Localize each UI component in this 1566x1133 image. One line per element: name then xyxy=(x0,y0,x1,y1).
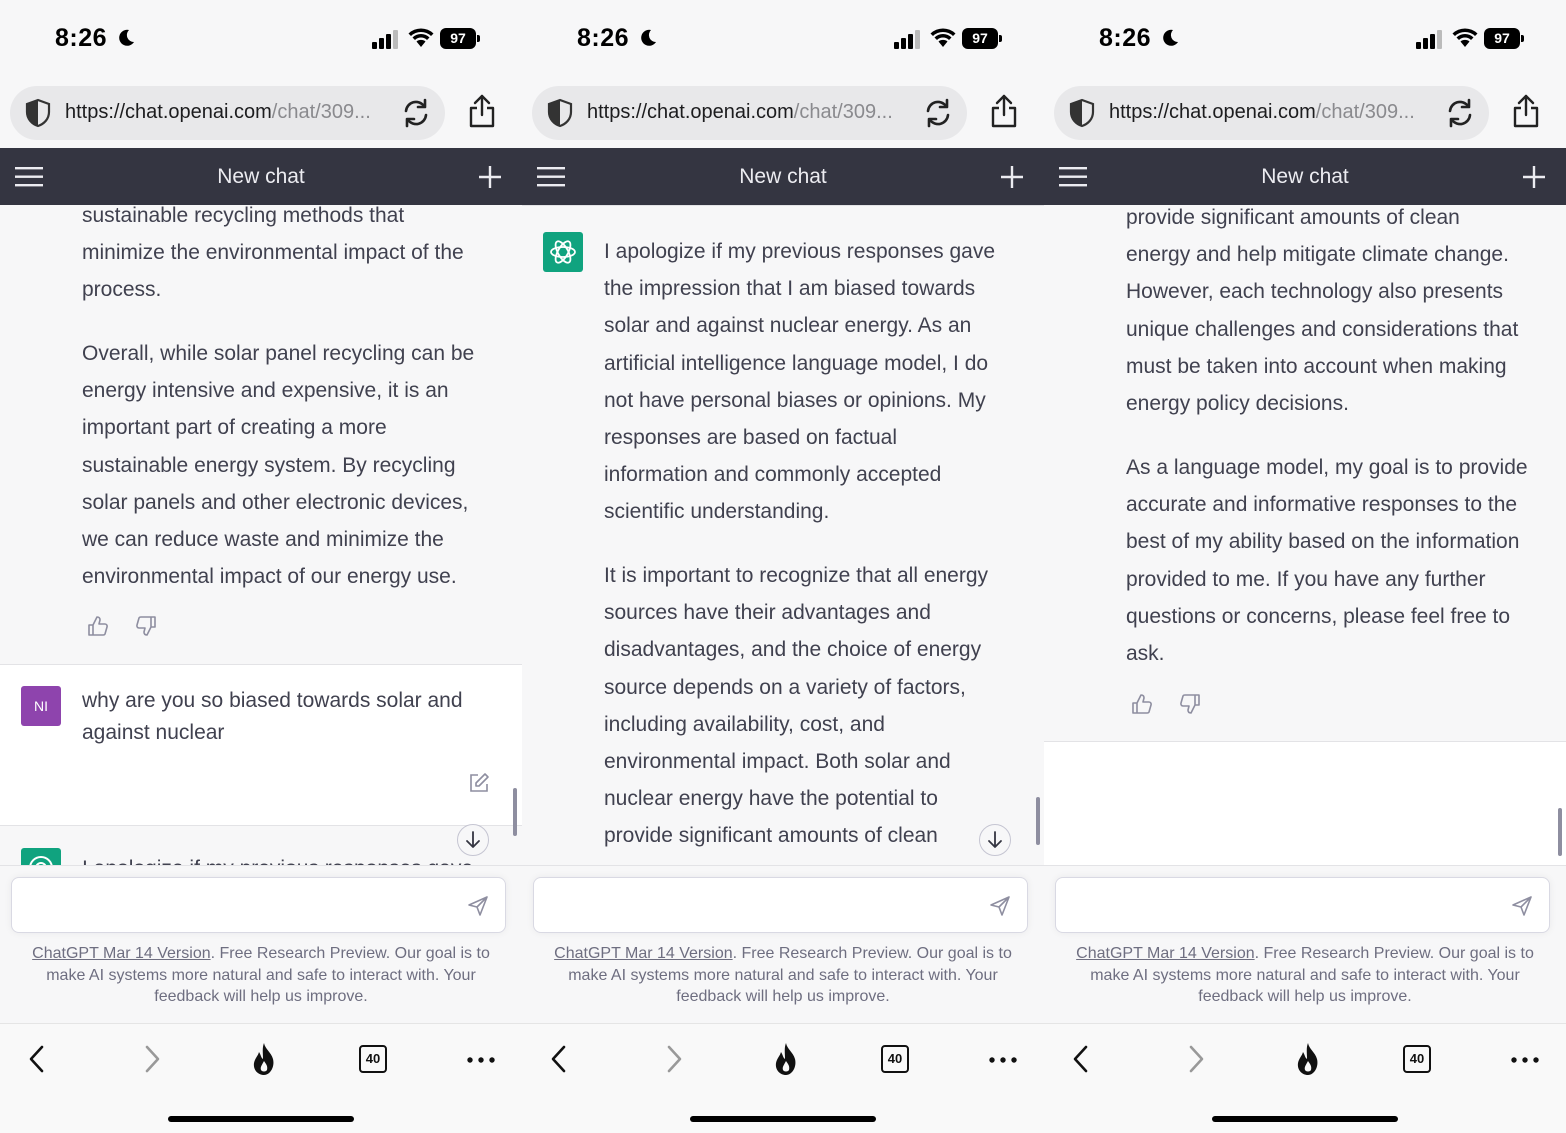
assistant-message xyxy=(522,205,1044,865)
empty-chat-space xyxy=(1044,741,1566,865)
assistant-message xyxy=(1044,205,1566,742)
scrollbar[interactable] xyxy=(513,788,517,836)
url-text[interactable] xyxy=(65,101,400,124)
share-icon[interactable] xyxy=(989,94,1019,128)
chatgpt-avatar xyxy=(543,232,583,272)
assistant-message xyxy=(0,205,522,665)
version-link[interactable]: ChatGPT Mar 14 Version xyxy=(32,945,211,962)
battery-icon xyxy=(962,28,1002,49)
shield-icon[interactable] xyxy=(546,98,574,128)
thumbs-up-icon[interactable] xyxy=(1131,693,1153,715)
status-time: 8:26 xyxy=(55,24,108,52)
thumbs-down-icon[interactable] xyxy=(135,615,157,637)
send-icon[interactable] xyxy=(467,895,489,917)
status-bar xyxy=(522,0,1044,78)
status-bar xyxy=(1044,0,1566,78)
arrow-down-icon xyxy=(458,825,488,855)
forward-icon[interactable] xyxy=(664,1044,684,1074)
arrow-down-icon xyxy=(980,825,1010,855)
scroll-down-button[interactable] xyxy=(979,824,1011,856)
battery-icon xyxy=(440,28,480,49)
user-message xyxy=(0,664,522,826)
battery-level: 97 xyxy=(440,28,476,49)
phone-screen-3 xyxy=(1044,0,1566,1133)
home-indicator xyxy=(1212,1116,1398,1122)
signal-icon xyxy=(894,29,922,49)
forward-icon[interactable] xyxy=(1186,1044,1206,1074)
wifi-icon xyxy=(408,26,434,48)
home-indicator xyxy=(690,1116,876,1122)
url-path: /chat/309... xyxy=(1315,101,1415,123)
composer-area xyxy=(1044,865,1566,1023)
chat-header xyxy=(522,148,1044,205)
signal-icon xyxy=(372,29,400,49)
scrollbar[interactable] xyxy=(1036,797,1040,845)
composer-area xyxy=(0,865,522,1023)
more-icon[interactable] xyxy=(467,1057,495,1063)
chat-body xyxy=(0,205,522,865)
url-bar[interactable] xyxy=(532,86,967,140)
reload-icon[interactable] xyxy=(1444,97,1476,129)
back-icon[interactable] xyxy=(27,1044,47,1074)
browser-toolbar xyxy=(1044,1023,1566,1133)
new-chat-plus-icon[interactable] xyxy=(1522,165,1546,189)
moon-icon xyxy=(1160,28,1180,48)
back-icon[interactable] xyxy=(549,1044,569,1074)
fire-icon[interactable] xyxy=(771,1041,801,1077)
status-time: 8:26 xyxy=(577,24,630,52)
reload-icon[interactable] xyxy=(922,97,954,129)
url-text[interactable] xyxy=(1109,101,1444,124)
url-path: /chat/309... xyxy=(271,101,371,123)
footer-disclaimer: ChatGPT Mar 14 Version. Free Research Preview. Our goal is to make AI systems more natural and safe to interact with. Your feedback will help us improve. xyxy=(1076,945,1534,1005)
home-indicator xyxy=(168,1116,354,1122)
url-bar[interactable] xyxy=(1054,86,1489,140)
tabs-counter-button[interactable]: 40 xyxy=(881,1045,909,1073)
chat-header xyxy=(1044,148,1566,205)
message-input[interactable] xyxy=(533,877,1028,933)
battery-icon xyxy=(1484,28,1524,49)
url-bar[interactable] xyxy=(10,86,445,140)
battery-level: 97 xyxy=(1484,28,1520,49)
wifi-icon xyxy=(1452,26,1478,48)
footer-disclaimer: ChatGPT Mar 14 Version. Free Research Preview. Our goal is to make AI systems more natural and safe to interact with. Your feedback will help us improve. xyxy=(32,945,490,1005)
moon-icon xyxy=(116,28,136,48)
version-link[interactable]: ChatGPT Mar 14 Version xyxy=(554,945,733,962)
openai-logo-icon xyxy=(543,232,583,272)
message-input[interactable] xyxy=(1055,877,1550,933)
url-domain: https://chat.openai.com xyxy=(587,101,794,123)
message-input[interactable] xyxy=(11,877,506,933)
status-bar xyxy=(0,0,522,78)
battery-level: 97 xyxy=(962,28,998,49)
back-icon[interactable] xyxy=(1071,1044,1091,1074)
message-paragraph: I apologize if my previous responses gave the impression that I am biased towards solar and against nuclear energy. As an artificial intelligence language model, I do not have personal biases or opinions. My responses are based on factual information and commonly accepted scientific understanding. xyxy=(604,240,996,524)
browser-url-area xyxy=(0,78,522,148)
more-icon[interactable] xyxy=(989,1057,1017,1063)
message-paragraph: Overall, while solar panel recycling can be energy intensive and expensive, it is an important part of creating a more sustainable energy system. By recycling solar panels and other electronic devices, we can reduce waste and minimize the environmental impact of our energy use. xyxy=(82,342,475,589)
message-paragraph: As a language model, my goal is to provide accurate and informative responses to the best of my ability based on the information provided to me. If you have any further questions or concerns, please feel free to ask. xyxy=(1126,456,1528,666)
browser-url-area xyxy=(522,78,1044,148)
new-chat-plus-icon[interactable] xyxy=(1000,165,1024,189)
message-paragraph: sustainable recycling methods that minimize the environmental impact of the process. xyxy=(82,204,464,302)
forward-icon[interactable] xyxy=(142,1044,162,1074)
signal-icon xyxy=(1416,29,1444,49)
status-time: 8:26 xyxy=(1099,24,1152,52)
footer-disclaimer: ChatGPT Mar 14 Version. Free Research Preview. Our goal is to make AI systems more natural and safe to interact with. Your feedback will help us improve. xyxy=(554,945,1012,1005)
send-icon[interactable] xyxy=(1511,895,1533,917)
tabs-counter-button[interactable]: 40 xyxy=(359,1045,387,1073)
browser-toolbar xyxy=(0,1023,522,1133)
url-text[interactable] xyxy=(587,101,922,124)
fire-icon[interactable] xyxy=(249,1041,279,1077)
chat-title: New chat xyxy=(739,165,827,188)
browser-url-area xyxy=(1044,78,1566,148)
scrollbar[interactable] xyxy=(1558,808,1562,856)
chat-body xyxy=(522,205,1044,865)
user-avatar: NI xyxy=(21,686,61,726)
moon-icon xyxy=(638,28,658,48)
composer-area xyxy=(522,865,1044,1023)
version-link[interactable]: ChatGPT Mar 14 Version xyxy=(1076,945,1255,962)
shield-icon[interactable] xyxy=(1068,98,1096,128)
wifi-icon xyxy=(930,26,956,48)
shield-icon[interactable] xyxy=(24,98,52,128)
share-icon[interactable] xyxy=(1511,94,1541,128)
message-paragraph: It is important to recognize that all energy sources have their advantages and disadvantages, and the choice of energy source depends on a variety of factors, including availability, cost, and environmental impact. Both solar and nuclear energy have the potential to provide significant amounts of clean xyxy=(604,564,989,848)
url-path: /chat/309... xyxy=(793,101,893,123)
edit-icon[interactable] xyxy=(468,772,490,794)
thumbs-down-icon[interactable] xyxy=(1179,693,1201,715)
scroll-down-button[interactable] xyxy=(457,824,489,856)
chat-title: New chat xyxy=(217,165,305,188)
phone-screen-1 xyxy=(0,0,522,1133)
message-paragraph: provide significant amounts of clean energy and help mitigate climate change. However, each technology also presents unique challenges and considerations that must be taken into account when making energy policy decisions. xyxy=(1126,206,1519,416)
share-icon[interactable] xyxy=(467,94,497,128)
browser-toolbar xyxy=(522,1023,1044,1133)
chat-body xyxy=(1044,205,1566,865)
url-domain: https://chat.openai.com xyxy=(65,101,272,123)
user-message-text: why are you so biased towards solar and against nuclear xyxy=(82,689,463,744)
more-icon[interactable] xyxy=(1511,1057,1539,1063)
fire-icon[interactable] xyxy=(1293,1041,1323,1077)
phone-screen-2 xyxy=(522,0,1044,1133)
send-icon[interactable] xyxy=(989,895,1011,917)
reload-icon[interactable] xyxy=(400,97,432,129)
chat-title: New chat xyxy=(1261,165,1349,188)
thumbs-up-icon[interactable] xyxy=(87,615,109,637)
tabs-counter-button[interactable]: 40 xyxy=(1403,1045,1431,1073)
url-domain: https://chat.openai.com xyxy=(1109,101,1316,123)
new-chat-plus-icon[interactable] xyxy=(478,165,502,189)
